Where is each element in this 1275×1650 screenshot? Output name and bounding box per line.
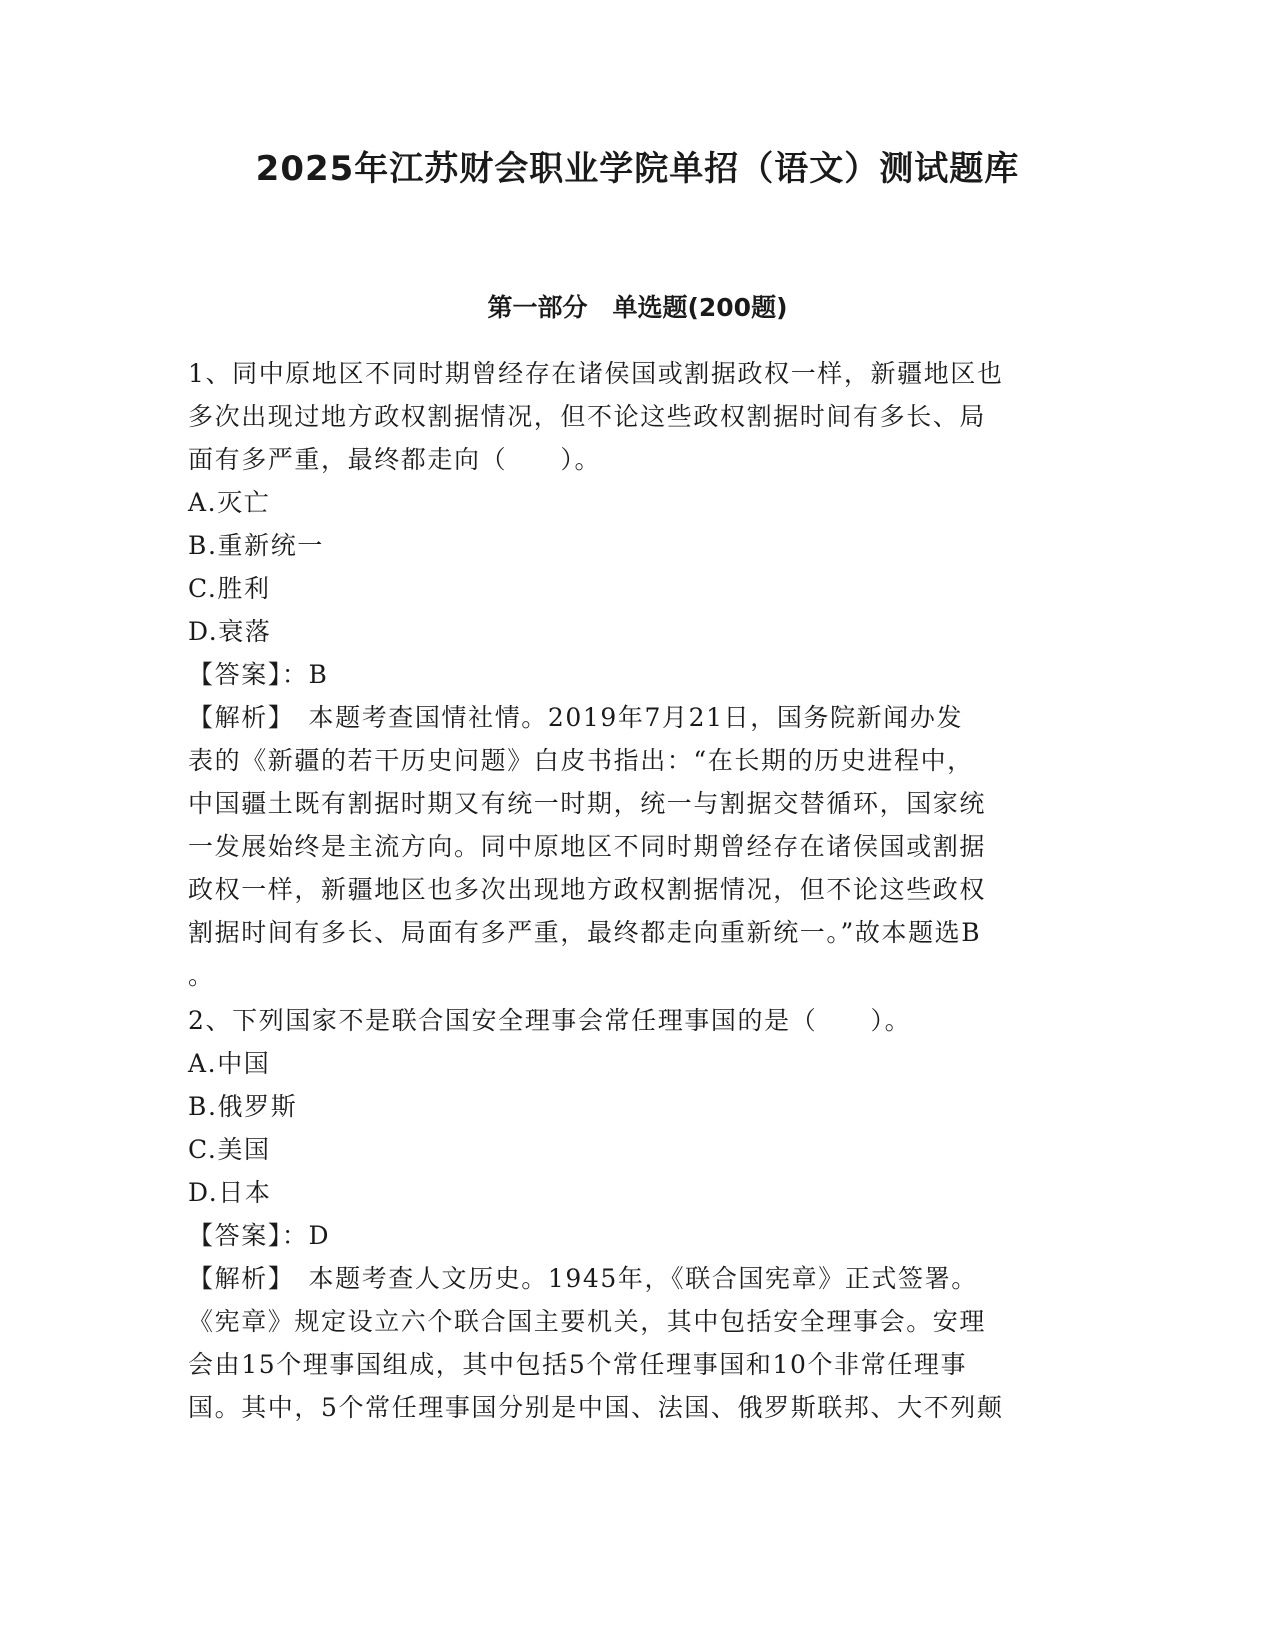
analysis-line: 割据时间有多长、局面有多严重，最终都走向重新统一。”故本题选B xyxy=(188,918,982,947)
analysis-line: 中国疆土既有割据时期又有统一时期，统一与割据交替循环，国家统 xyxy=(188,789,987,818)
stem-line: 多次出现过地方政权割据情况，但不论这些政权割据时间有多长、局 xyxy=(188,402,987,431)
answer-value: B xyxy=(308,660,329,689)
stem-line: 2、下列国家不是联合国安全理事会常任理事国的是（ ）。 xyxy=(188,1006,912,1035)
analysis-line: 。 xyxy=(188,961,215,990)
answer-label: 【答案】： xyxy=(188,660,309,689)
question-1 xyxy=(188,352,1083,997)
answer-line xyxy=(188,653,1083,696)
answer-label: 【答案】： xyxy=(188,1221,309,1250)
analysis-label: 【解析】 xyxy=(188,703,282,732)
analysis-label: 【解析】 xyxy=(188,1264,282,1293)
analysis-line xyxy=(188,1257,1083,1300)
analysis-line: 国。其中，5个常任理事国分别是中国、法国、俄罗斯联邦、大不列颠 xyxy=(188,1393,1004,1422)
analysis-line xyxy=(188,696,1083,739)
option-b: B.俄罗斯 xyxy=(188,1092,298,1121)
option-d: D.日本 xyxy=(188,1178,272,1207)
option-b: B.重新统一 xyxy=(188,531,324,560)
option-a: A.中国 xyxy=(188,1049,271,1078)
option-d: D.衰落 xyxy=(188,617,272,646)
stem-line: 1、同中原地区不同时期曾经存在诸侯国或割据政权一样，新疆地区也 xyxy=(188,359,1004,388)
question-list xyxy=(188,352,1083,1431)
analysis-line: 政权一样，新疆地区也多次出现地方政权割据情况，但不论这些政权 xyxy=(188,875,987,904)
analysis-text: 本题考查人文历史。1945年，《联合国宪章》正式签署。 xyxy=(281,1264,978,1293)
analysis-line: 表的《新疆的若干历史问题》白皮书指出：“在长期的历史进程中， xyxy=(188,746,974,775)
page-title: 2025年江苏财会职业学院单招（语文）测试题库 xyxy=(255,149,1020,189)
option-c: C.美国 xyxy=(188,1135,271,1164)
option-c: C.胜利 xyxy=(188,574,271,603)
stem-line: 面有多严重，最终都走向（ ）。 xyxy=(188,445,602,474)
answer-line xyxy=(188,1214,1083,1257)
question-stem xyxy=(188,352,1083,481)
analysis-line: 会由15个理事国组成，其中包括5个常任理事国和10个非常任理事 xyxy=(188,1350,968,1379)
answer-value: D xyxy=(308,1221,331,1250)
section-title: 第一部分 单选题(200题) xyxy=(487,293,788,322)
question-stem xyxy=(188,999,1083,1042)
analysis-line: 一发展始终是主流方向。同中原地区不同时期曾经存在诸侯国或割据 xyxy=(188,832,987,861)
question-2 xyxy=(188,999,1083,1429)
option-a: A.灭亡 xyxy=(188,488,271,517)
analysis-text: 本题考查国情社情。2019年7月21日，国务院新闻办发 xyxy=(281,703,964,732)
analysis-line: 《宪章》规定设立六个联合国主要机关，其中包括安全理事会。安理 xyxy=(188,1307,987,1336)
